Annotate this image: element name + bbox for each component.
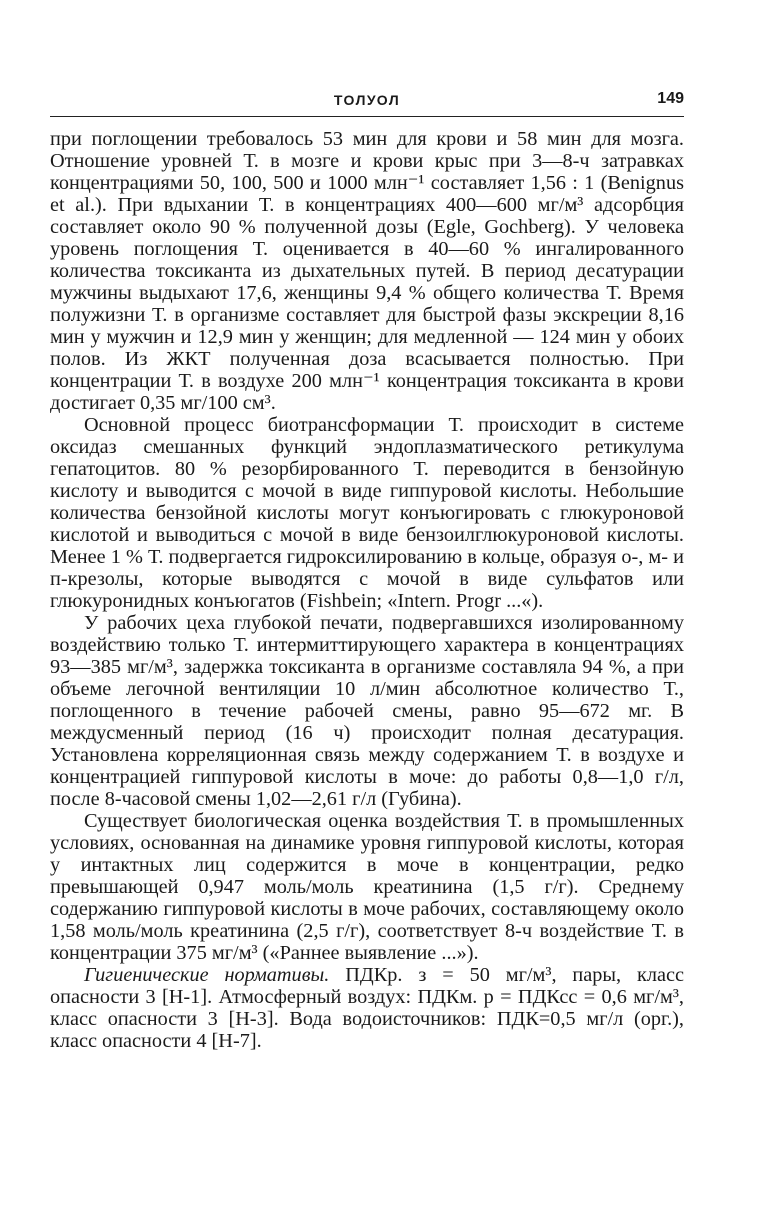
paragraph-workers: У рабочих цеха глубокой печати, подвергавшихся изолированному воздействию только Т. интермиттирующего характера в концентрациях 93—385 мг/м³, задержка токсиканта в организме составляла 94 %, а при объеме легочной вентиляции 10 л/мин абсолютное количество Т., поглощенного в течение рабочей смены, равно 95—672 мг. В междусменный период (16 ч) происходит полная десатурация. Установлена корреляционная связь между содержанием Т. в воздухе и концентрацией гиппуровой кислоты в моче: до работы 0,8—1,0 г/л, после 8-часовой смены 1,02—2,61 г/л (Губина).	[50, 612, 684, 810]
running-title: ТОЛУОЛ	[333, 92, 401, 108]
paragraph-biotransformation: Основной процесс биотрансформации Т. происходит в системе оксидаз смешанных функций эндоплазматического ретикулума гепатоцитов. 80 % резорбированного Т. переводится в бензойную кислоту и выводится с мочой в виде гиппуровой кислоты. Небольшие количества бензойной кислоты могут конъюгировать с глюкуроновой кислотой и выводиться с мочой в виде бензоилглюкуроновой кислоты. Менее 1 % Т. подвергается гидроксилированию в кольце, образуя о-, м- и п-крезолы, которые выводятся с мочой в виде сульфатов или глюкуронидных конъюгатов (Fishbein; «Intern. Progr ...«).	[50, 414, 684, 612]
body-text	[50, 128, 684, 1052]
paragraph-continued: при поглощении требовалось 53 мин для крови и 58 мин для мозга. Отношение уровней Т. в мозге и крови крыс при 3—8-ч затравках концентрациями 50, 100, 500 и 1000 млн⁻¹ составляет 1,56 : 1 (Benignus et al.). При вдыхании Т. в концентрациях 400—600 мг/м³ адсорбция составляет около 90 % полученной дозы (Egle, Gochberg). У человека уровень поглощения Т. оценивается в 40—60 % ингалированного количества токсиканта из дыхательных путей. В период десатурации мужчины выдыхают 17,6, женщины 9,4 % общего количества Т. Время полужизни Т. в организме составляет для быстрой фазы экскреции 8,16 мин у мужчин и 12,9 мин у женщин; для медленной — 124 мин у обоих полов. Из ЖКТ полученная доза всасывается полностью. При концентрации Т. в воздухе 200 млн⁻¹ концентрация токсиканта в крови достигает 0,35 мг/100 см³.	[50, 128, 684, 414]
page-header	[50, 86, 684, 117]
page-number: 149	[657, 90, 684, 107]
paragraph-biological-assessment: Существует биологическая оценка воздействия Т. в промышленных условиях, основанная на динамике уровня гиппуровой кислоты, которая у интактных лиц содержится в моче в концентрации, редко превышающей 0,947 моль/моль креатинина (1,5 г/г). Среднему содержанию гиппуровой кислоты в моче рабочих, составляющему около 1,58 моль/моль креатинина (2,5 г/г), соответствует 8-ч воздействие Т. в концентрации 375 мг/м³ («Раннее выявление ...»).	[50, 810, 684, 964]
norms-heading: Гигиенические нормативы.	[84, 964, 330, 986]
paragraph-hygienic-norms	[50, 964, 684, 1052]
norms-text: ПДКр. з = 50 мг/м³, пары, класс опасности 3 [Н-1]. Атмосферный воздух: ПДКм. р = ПДКсс = 0,6 мг/м³, класс опасности 3 [Н-3]. Вода водоисточников: ПДК=0,5 мг/л (орг.), класс опасности 4 [Н-7].	[50, 964, 684, 1052]
